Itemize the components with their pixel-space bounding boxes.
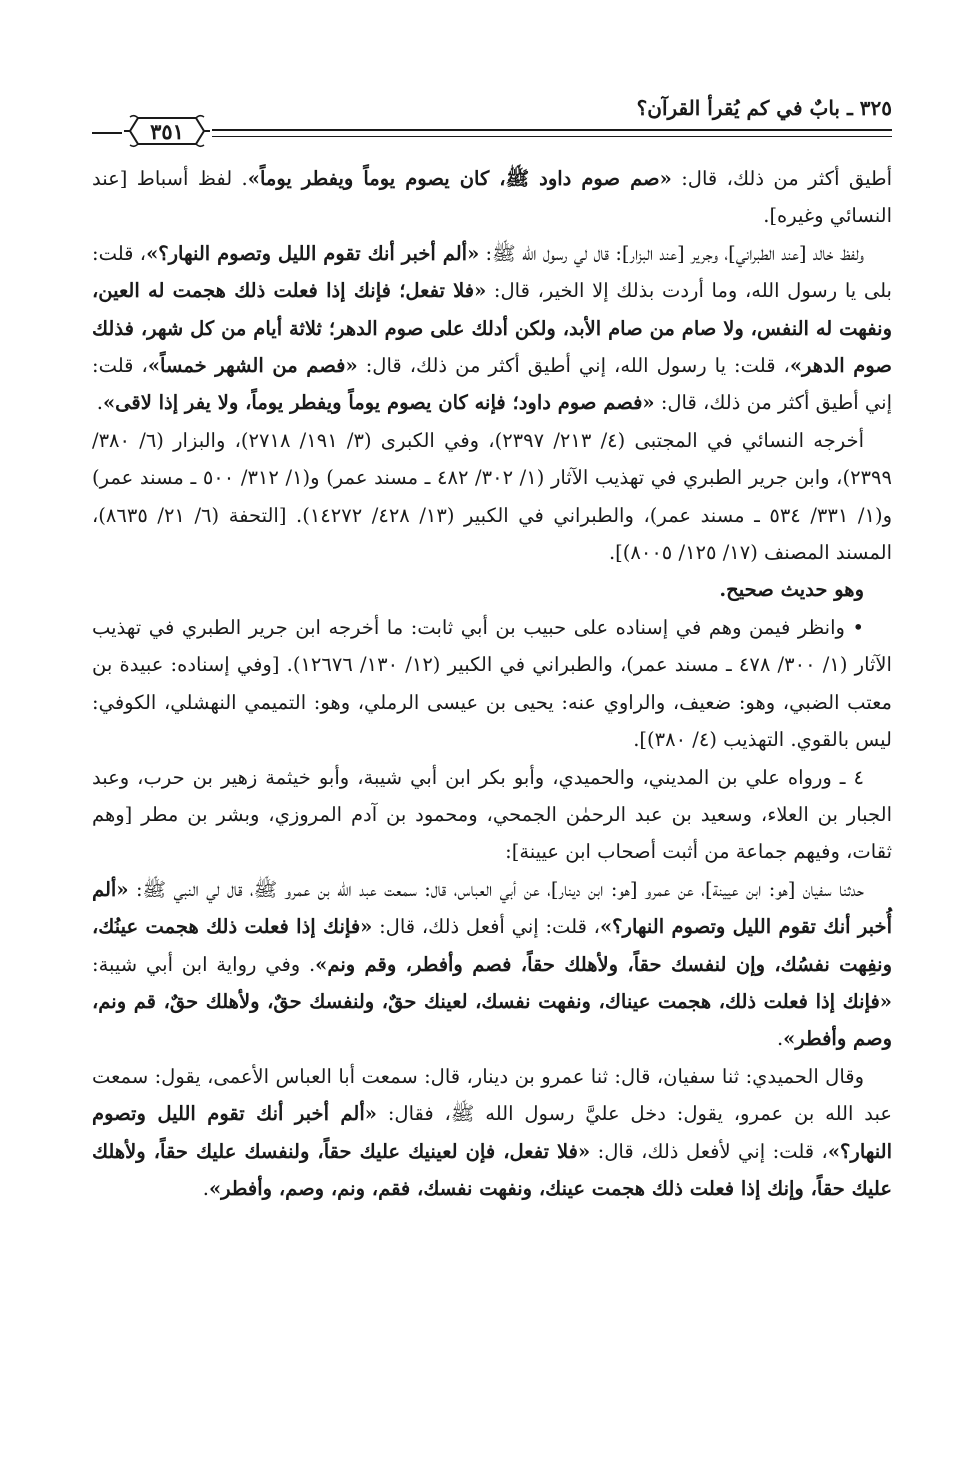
paragraph [92,235,892,422]
quoted-hadith-text: «فصم من الشهر خمساً» [147,354,358,378]
commentary-text: ولفظ خالد [عند الطبراني]، وجرير [عند البزار]: قال لي رسول الله ﷺ: [479,241,864,265]
quoted-hadith-text: «ألم أُخبر أنك تقوم الليل وتصوم النهار؟» [92,877,892,939]
quoted-hadith-text: وهو حديث صحيح. [719,578,864,602]
paragraph [92,160,892,235]
paragraph [92,759,892,871]
commentary-text: . [202,1176,209,1200]
commentary-text: ، قلت: إني أطيق أكثر من ذلك، قال: [92,354,892,415]
commentary-text: أطيق أكثر من ذلك، قال: [671,167,892,190]
quoted-hadith-text: «فصم صوم داود؛ فإنه كان يصوم يوماً ويفطر يوماً، ولا يفر إذا لاقى» [102,391,655,415]
quoted-hadith-text: «ألم أخبر أنك تقوم الليل وتصوم النهار؟» [92,1102,892,1163]
paragraph [92,1058,892,1208]
commentary-text: ، قلت: إني لأفعل ذلك، قال: [590,1139,828,1163]
header-left-rule [92,132,122,134]
commentary-text: وقال الحميدي: ثنا سفيان، قال: ثنا عمرو بن دينار، قال: سمعت أبا العباس الأعمى، يقول: سمعت عبد الله بن عمرو، يقول: دخل عليَّ رسول الله ﷺ، فقال: [92,1064,893,1126]
quoted-hadith-text: «صم صوم داود ﷺ، كان يصوم يوماً ويفطر يوماً» [247,167,672,190]
quoted-hadith-text: «فلا تفعل؛ فإنك إذا فعلت ذلك هجمت له العين، ونفهت له النفس، ولا صام من صام الأبد، ولكن أدلك على صوم الدهر؛ ثلاثة أيام من كل شهر، فذلك صوم الدهر» [92,279,892,378]
paragraph [92,422,892,572]
header-double-rule [212,129,892,137]
quoted-hadith-text: «فإنك إذا فعلت ذلك هجمت عينُك، ونفِهت نفسُك، وإن لنفسك حقاً، ولأهلك حقاً، فصم وأفطر، وقم ونم» [92,915,893,976]
commentary-text: • وانظر فيمن وهم في إسناده على حبيب بن أبي ثابت: ما أخرجه ابن جرير الطبري في تهذيب الآثار (١/ ٣٠٠/ ٤٧٨ ـ مسند عمر)، والطبراني في الكبير (١٢/ ١٣٠/ ١٢٦٧٦). [وفي إسناده: عبيدة بن معتب الضبي، وهو: ضعيف، والراوي عنه: يحيى بن عيسى الرملي، وهو: التميمي النهشلي، الكوفي: ليس بالقوي. التهذيب (٤/ ٣٨٠)]. [92,615,892,752]
quoted-hadith-text: «ألم أخبر أنك تقوم الليل وتصوم النهار؟» [146,241,480,265]
paragraph [92,609,892,759]
page-number: ٣٥١ [150,118,184,144]
commentary-text: . لفظ أسباط [عند النسائي وغيره]. [92,167,892,228]
paragraph [92,871,892,1058]
commentary-text: ، قلت: يا رسول الله، إني أطيق أكثر من ذلك، قال: [357,354,790,378]
body-text [92,160,892,1207]
commentary-text: . [96,391,103,415]
commentary-text: . [776,1027,784,1051]
quoted-hadith-text: «فإنك إذا فعلت ذلك، هجمت عيناك، ونفهت نفسك، لعينك حقٌ، ولنفسك حقٌ، ولأهلك حقٌ، قم ونم، وصم وأفطر» [92,989,892,1051]
commentary-text: حدثنا سفيان [هو: ابن عيينة]، عن عمرو [هو: ابن دينار]، عن أبي العباس، قال: سمعت عبد الله بن عمرو ﷺ، قال لي النبي ﷺ: [128,877,864,901]
page-number-ornament [124,112,210,150]
book-page [92,92,892,1207]
quoted-hadith-text: «فلا تفعل، فإن لعينيك عليك حقاً، ولنفسك عليك حقاً، ولأهلك عليك حقاً، وإنك إذا فعلت ذلك هجمت عينك، ونفهت نفسك، فقم، ونم، وصم، وأفطر» [92,1139,892,1200]
page-header [92,92,892,144]
running-title: ٣٢٥ ـ بابٌ في كم يُقرأ القرآن؟ [636,96,892,120]
commentary-text: ، قلت: بلى يا رسول الله، وما أردت بذلك إلا الخير، قال: [92,241,892,303]
commentary-text: ، قلت: إني أفعل ذلك، قال: [372,915,600,939]
commentary-text: . وفي رواية ابن أبي شيبة: [92,952,316,976]
commentary-text: ٤ ـ ورواه علي بن المديني، والحميدي، وأبو بكر ابن أبي شيبة، وأبو خيثمة زهير بن حرب، وعبد الجبار بن العلاء، وسعيد بن عبد الرحمٰن الجمحي، ومحمود بن آدم المروزي، وبشر بن مطر [وهم ثقات، وفيهم جماعة من أثبت أصحاب ابن عيينة]: [92,765,892,864]
paragraph [92,571,892,608]
commentary-text: أخرجه النسائي في المجتبى (٤/ ٢١٣/ ٢٣٩٧)، وفي الكبرى (٣/ ١٩١/ ٢٧١٨)، والبزار (٦/ ٣٨٠/ ٢٣٩٩)، وابن جرير الطبري في تهذيب الآثار (١/ ٣٠٢/ ٤٨٢ ـ مسند عمر) و(١/ ٣١٢/ ٥٠٠ ـ مسند عمر) و(١/ ٣٣١/ ٥٣٤ ـ مسند عمر)، والطبراني في الكبير (١٣/ ٤٢٨/ ١٤٢٧٢). [التحفة (٦/ ٢١/ ٨٦٣٥)، المسند المصنف (١٧/ ١٢٥/ ٨٠٠٥)]. [92,428,892,565]
